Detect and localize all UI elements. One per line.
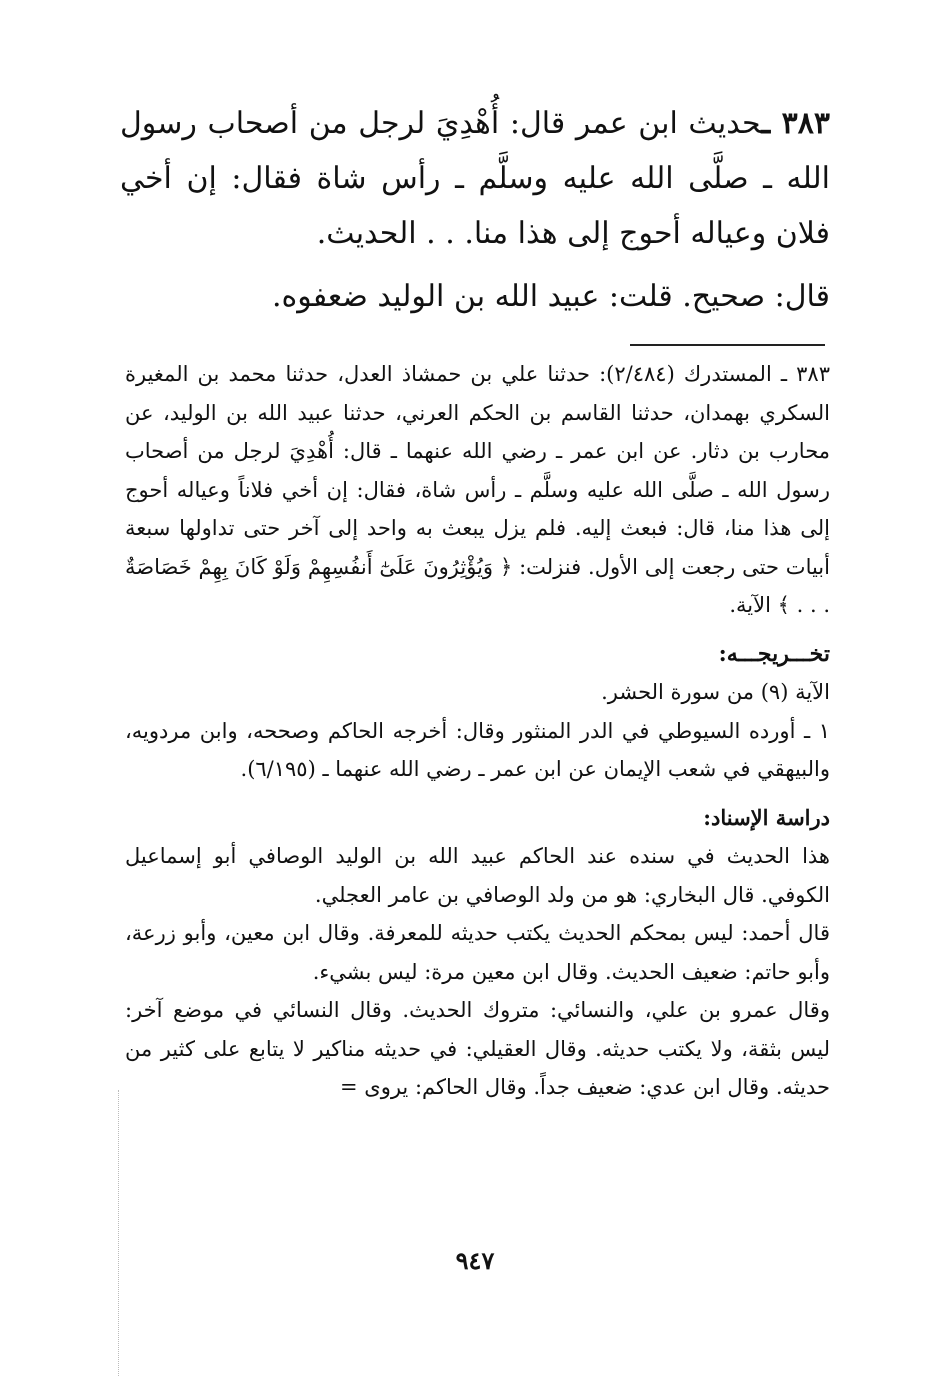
isnad-paragraph-2: قال أحمد: ليس بمحكم الحديث يكتب حديثه للمعرفة. وقال ابن معين، وأبو زرعة، وأبو حاتم: ضعيف الحديث. وقال ابن معين مرة: ليس بشيء. bbox=[125, 921, 830, 984]
hadith-verdict: قال: صحيح. قلت: عبيد الله بن الوليد ضعفوه. bbox=[272, 279, 830, 314]
takhrij-line-1: الآية (٩) من سورة الحشر. bbox=[601, 680, 830, 704]
footnote-number: ٣٨٣ ـ bbox=[780, 362, 830, 386]
isnad-paragraph-3: وقال عمرو بن علي، والنسائي: متروك الحديث. وقال النسائي في موضع آخر: ليس بثقة، ولا يكتب حديثه. وقال العقيلي: في حديثه مناكير لا يتابع على كثير من حديثه. وقال ابن عدي: ضعيف جداً. وقال الحاكم: يروى = bbox=[125, 998, 830, 1099]
footnotes bbox=[125, 355, 830, 1107]
margin-dotted-line bbox=[118, 1090, 119, 1376]
isnad-paragraph-1: هذا الحديث في سنده عند الحاكم عبيد الله بن الوليد الوصافي أبو إسماعيل الكوفي. قال البخاري: هو من ولد الوصافي بن عامر العجلي. bbox=[125, 844, 830, 907]
main-hadith-entry bbox=[120, 96, 830, 324]
page-number: ٩٤٧ bbox=[455, 1246, 495, 1275]
hadith-body: حديث ابن عمر قال: أُهْدِيَ لرجل من أصحاب رسول الله ـ صلَّى الله عليه وسلَّم ـ رأس شاة فقال: إن أخي فلان وعياله أحوج إلى هذا منا. . . الحديث. bbox=[120, 106, 831, 251]
takhrij-line-2: ١ ـ أورده السيوطي في الدر المنثور وقال: أخرجه الحاكم وصححه، وابن مردويه، والبيهقي في شعب الإيمان عن ابن عمر ـ رضي الله عنهما ـ (٦/١٩٥). bbox=[125, 718, 830, 781]
footnote-body: المستدرك (٢/٤٨٤): حدثنا علي بن حمشاذ العدل، حدثنا محمد بن المغيرة السكري بهمدان، حدثنا القاسم بن الحكم العرني، حدثنا عبيد الله بن الوليد، عن محارب بن دثار. عن ابن عمر ـ رضي الله عنهما ـ قال: أُهْدِيَ لرجل من أصحاب رسول الله ـ صلَّى الله عليه وسلَّم ـ رأس شاة، فقال: إن أخي فلاناً وعياله أحوج إلى هذا منا، قال: فبعث إليه. فلم يزل يبعث به واحد إلى آخر حتى تداولها سبعة أبيات حتى رجعت إلى الأول. فنزلت: ﴿ وَيُؤْثِرُونَ عَلَىٰٓ أَنفُسِهِمْ وَلَوْ كَانَ بِهِمْ خَصَاصَةٌ . . . ﴾ الآية. bbox=[125, 362, 830, 617]
footnote-separator bbox=[630, 344, 825, 346]
footnote-source bbox=[125, 355, 830, 625]
isnad-heading: دراسة الإسناد: bbox=[703, 804, 830, 830]
hadith-text bbox=[120, 96, 830, 261]
takhrij-heading: تخـــريجـــه: bbox=[718, 640, 830, 667]
hadith-number: ٣٨٣ ـ bbox=[761, 106, 831, 141]
